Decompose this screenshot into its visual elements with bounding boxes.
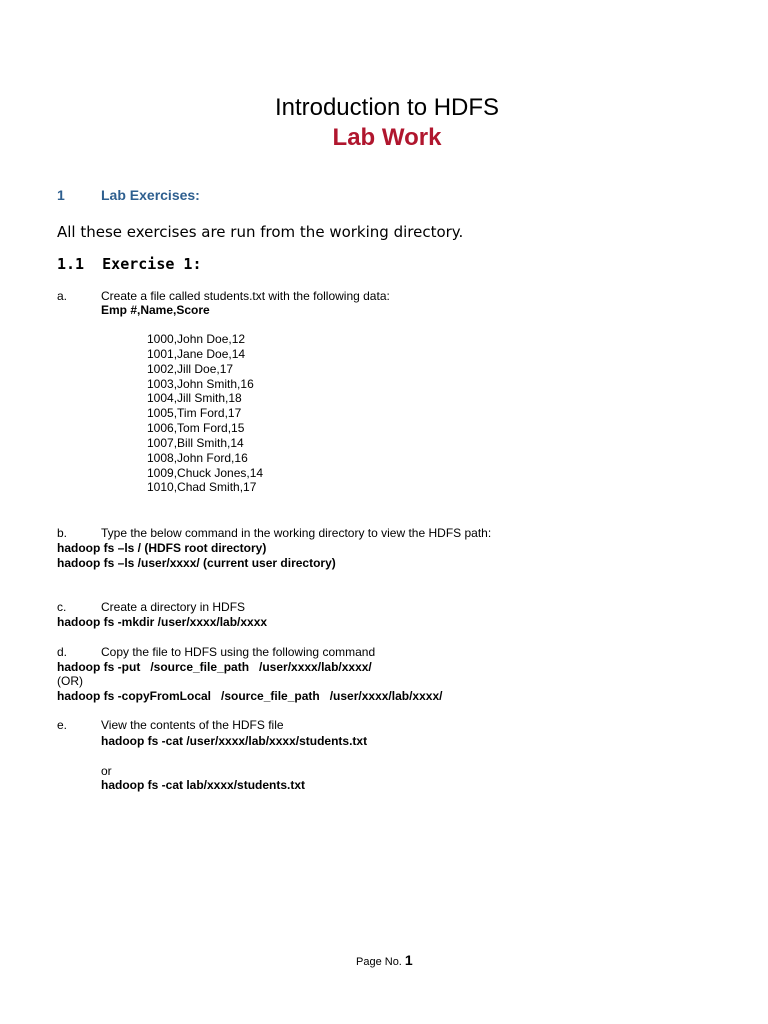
data-row: 1001,Jane Doe,14	[147, 346, 246, 361]
data-row: 1008,John Ford,16	[147, 450, 248, 465]
data-header: Emp #,Name,Score	[101, 303, 210, 317]
student-data-list	[147, 332, 263, 495]
step-a-label: a.	[57, 289, 68, 303]
page-footer	[356, 952, 413, 968]
step-a-text: Create a file called students.txt with the following data:	[101, 289, 390, 303]
subsection-title: Exercise 1:	[102, 255, 202, 273]
command-copyfromlocal: hadoop fs -copyFromLocal /source_file_path /user/xxxx/lab/xxxx/	[57, 689, 443, 703]
document-title: Introduction to HDFS	[274, 94, 500, 121]
data-row: 1009,Chuck Jones,14	[147, 465, 264, 480]
or-text: or	[101, 764, 112, 778]
or-text: (OR)	[57, 674, 83, 688]
page-label: Page No.	[356, 956, 402, 968]
section-title: Lab Exercises:	[101, 187, 200, 203]
page-number: 1	[404, 952, 413, 968]
command-ls-root: hadoop fs –ls / (HDFS root directory)	[57, 541, 267, 555]
data-row: 1003,John Smith,16	[147, 376, 254, 391]
command-mkdir: hadoop fs -mkdir /user/xxxx/lab/xxxx	[57, 615, 268, 629]
document-subtitle: Lab Work	[332, 124, 442, 151]
data-row: 1000,John Doe,12	[147, 332, 246, 346]
data-row: 1004,Jill Smith,18	[147, 391, 242, 406]
step-e-label: e.	[57, 718, 68, 732]
step-c-text: Create a directory in HDFS	[101, 600, 246, 614]
subsection-number: 1.1	[57, 255, 85, 273]
section-number: 1	[57, 187, 65, 203]
data-row: 1007,Bill Smith,14	[147, 435, 244, 450]
step-c-label: c.	[57, 600, 67, 614]
data-row: 1010,Chad Smith,17	[147, 480, 257, 495]
data-row: 1002,Jill Doe,17	[147, 361, 234, 376]
step-d-text: Copy the file to HDFS using the following command	[101, 645, 376, 659]
step-e-text: View the contents of the HDFS file	[101, 718, 284, 732]
subsection-heading	[57, 255, 202, 273]
data-row: 1005,Tim Ford,17	[147, 406, 242, 421]
command-put: hadoop fs -put /source_file_path /user/xxxx/lab/xxxx/	[57, 660, 372, 674]
step-d-label: d.	[57, 645, 68, 659]
command-cat-full: hadoop fs -cat /user/xxxx/lab/xxxx/students.txt	[101, 734, 368, 748]
step-b-label: b.	[57, 526, 68, 540]
command-ls-user: hadoop fs –ls /user/xxxx/ (current user directory)	[57, 556, 336, 570]
step-b-text: Type the below command in the working directory to view the HDFS path:	[101, 526, 492, 540]
intro-paragraph: All these exercises are run from the working directory.	[57, 223, 464, 241]
data-row: 1006,Tom Ford,15	[147, 421, 245, 436]
command-cat-relative: hadoop fs -cat lab/xxxx/students.txt	[101, 778, 306, 792]
